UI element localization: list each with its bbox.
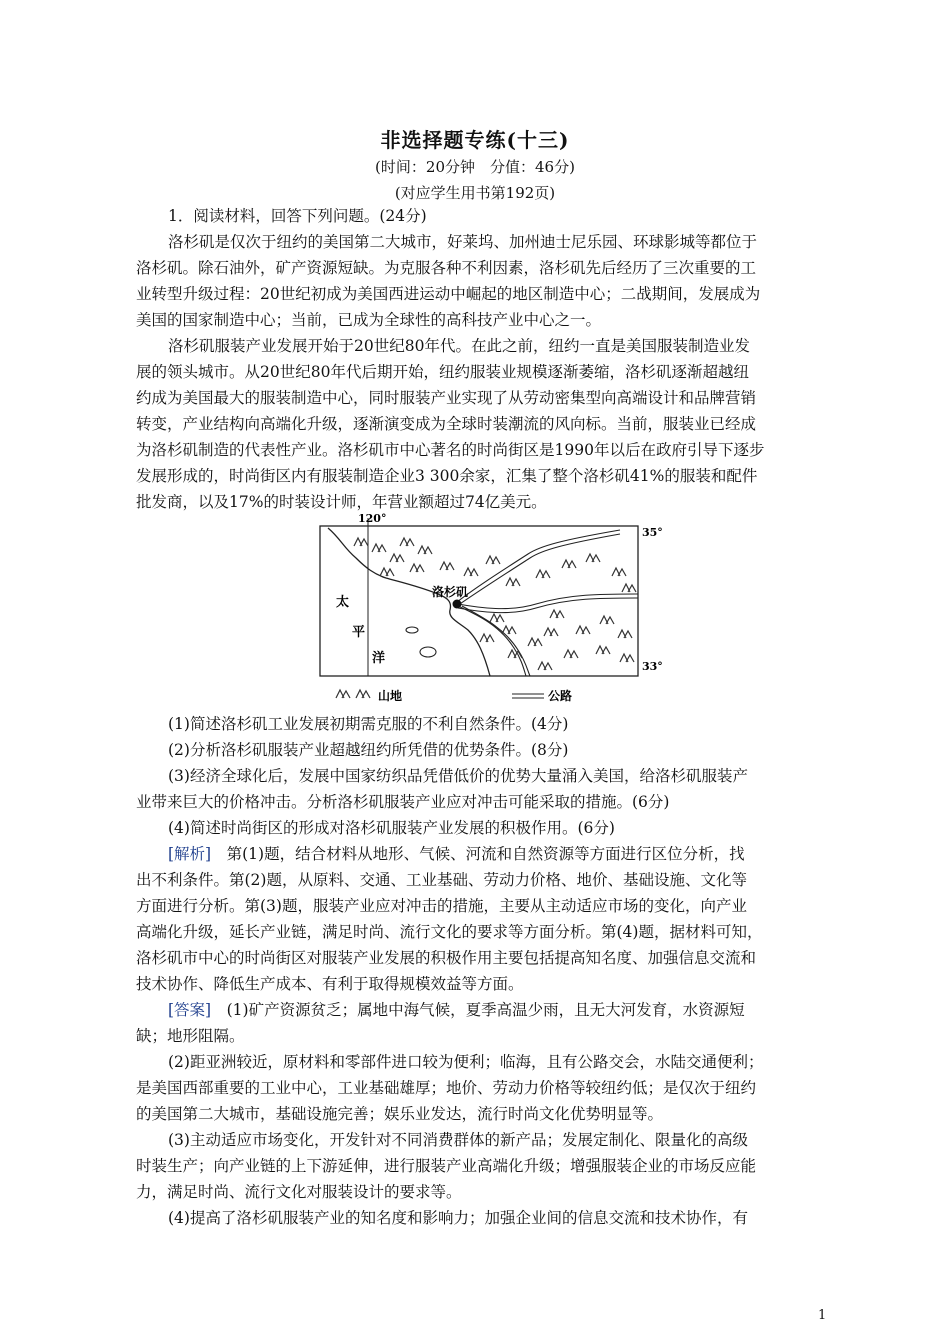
- ocean-label-char: 平: [352, 625, 366, 640]
- material-line: 展的领头城市。从20世纪80年代后期开始，纽约服装业规模逐渐萎缩，洛杉矶逐渐超越纽: [136, 363, 749, 381]
- analysis-tag: [解析]: [168, 845, 212, 863]
- answer-line: 时装生产；向产业链的上下游延伸，进行服装产业高端化升级；增强服装企业的市场反应能: [136, 1157, 757, 1175]
- time-score: (时间：20分钟 分值：46分): [375, 158, 575, 176]
- question-2: (2)分析洛杉矶服装产业超越纽约所凭借的优势条件。(8分): [168, 741, 569, 759]
- answer-first-line: [168, 1000, 745, 1020]
- city-label: 洛杉矶: [432, 585, 469, 599]
- la-map-figure: [300, 508, 680, 708]
- material-line: 发展形成的，时尚街区内有服装制造企业3 300余家，汇集了整个洛杉矶41%的服装和配件: [136, 467, 758, 485]
- material-line: 转变，产业结构向高端化升级，逐渐演变成为全球时装潮流的风向标。当前，服装业已经成: [136, 415, 757, 433]
- mountain-symbols: [354, 538, 636, 670]
- answer-line: (4)提高了洛杉矶服装产业的知名度和影响力；加强企业间的信息交流和技术协作，有: [168, 1209, 748, 1227]
- answer-tag: [答案]: [168, 1001, 212, 1019]
- legend-road-label: 公路: [548, 689, 573, 703]
- analysis-text: 第(1)题，结合材料从地形、气候、河流和自然资源等方面进行区位分析，找: [226, 845, 745, 863]
- los-angeles-marker: [453, 600, 462, 609]
- analysis-line: 方面进行分析。第(3)题，服装产业应对冲击的措施，主要从主动适应市场的变化，向产业: [136, 897, 747, 915]
- coastline: [328, 528, 490, 676]
- analysis-line: 洛杉矶市中心的时尚街区对服装产业发展的积极作用主要包括提高知名度、加强信息交流和: [136, 949, 757, 967]
- answer-line: (2)距亚洲较近，原材料和零部件进口较为便利；临海，且有公路交会，水陆交通便利；: [168, 1053, 764, 1071]
- material-line: 洛杉矶服装产业发展开始于20世纪80年代。在此之前，纽约一直是美国服装制造业发: [168, 337, 750, 355]
- page-number: 1: [818, 1308, 827, 1323]
- question-3: (3)经济全球化后，发展中国家纺织品凭借低价的优势大量涌入美国，给洛杉矶服装产: [168, 767, 748, 785]
- ocean-label-char: 洋: [372, 651, 386, 666]
- longitude-label: 120°: [358, 512, 387, 525]
- latitude-bottom-label: 33°: [642, 660, 663, 673]
- latitude-top-label: 35°: [642, 526, 663, 539]
- analysis-line: 出不利条件。第(2)题，从原料、交通、工业基础、劳动力价格、地价、基础设施、文化等: [136, 871, 747, 889]
- material-line: 批发商，以及17%的时装设计师，年营业额超过74亿美元。: [136, 493, 547, 511]
- material-line: 洛杉矶。除石油外，矿产资源短缺。为克服各种不利因素，洛杉矶先后经历了三次重要的工: [136, 259, 757, 277]
- material-line: 业转型升级过程：20世纪初成为美国西进运动中崛起的地区制造中心；二战期间，发展成为: [136, 285, 761, 303]
- material-line: 美国的国家制造中心；当前，已成为全球性的高科技产业中心之一。: [136, 311, 602, 329]
- question-1: (1)简述洛杉矶工业发展初期需克服的不利自然条件。(4分): [168, 715, 569, 733]
- material-line: 约成为美国最大的服装制造中心，同时服装产业实现了从劳动密集型向高端设计和品牌营销: [136, 389, 757, 407]
- material-line: 洛杉矶是仅次于纽约的美国第二大城市，好莱坞、加州迪士尼乐园、环球影城等都位于: [168, 233, 758, 251]
- page-title: 非选择题专练(十三): [380, 128, 570, 152]
- highway-network: [457, 530, 638, 676]
- question-3-cont: 业带来巨大的价格冲击。分析洛杉矶服装产业应对冲击可能采取的措施。(6分): [136, 793, 670, 811]
- answer-line: 是美国西部重要的工业中心，工业基础雄厚；地价、劳动力价格等较纽约低；是仅次于纽约: [136, 1079, 757, 1097]
- answer-line: 缺；地形阻隔。: [136, 1027, 245, 1045]
- island: [406, 627, 418, 633]
- answer-line: 力，满足时尚、流行文化对服装设计的要求等。: [136, 1183, 462, 1201]
- analysis-first-line: [168, 844, 745, 864]
- ocean-label-char: 太: [336, 595, 350, 610]
- legend-mountain-label: 山地: [378, 689, 403, 703]
- analysis-line: 高端化升级，延长产业链，满足时尚、流行文化的要求等方面分析。第(4)题，据材料可知，: [136, 923, 763, 941]
- legend-road-symbol: [512, 694, 544, 698]
- analysis-line: 技术协作、降低生产成本、有利于取得规模效益等方面。: [136, 975, 524, 993]
- answer-line: 的美国第二大城市，基础设施完善；娱乐业发达，流行时尚文化优势明显等。: [136, 1105, 664, 1123]
- question-4: (4)简述时尚街区的形成对洛杉矶服装产业发展的积极作用。(6分): [168, 819, 615, 837]
- material-line: 为洛杉矶制造的代表性产业。洛杉矶市中心著名的时尚街区是1990年以后在政府引导下逐步: [136, 441, 765, 459]
- island: [420, 647, 436, 657]
- answer-line: (3)主动适应市场变化，开发针对不同消费群体的新产品；发展定制化、限量化的高级: [168, 1131, 748, 1149]
- legend-mountain-symbol: [336, 690, 370, 698]
- book-reference: (对应学生用书第192页): [394, 184, 556, 202]
- question-header: 1．阅读材料，回答下列问题。(24分): [168, 207, 427, 225]
- answer-text: (1)矿产资源贫乏；属地中海气候，夏季高温少雨，且无大河发育，水资源短: [226, 1001, 745, 1019]
